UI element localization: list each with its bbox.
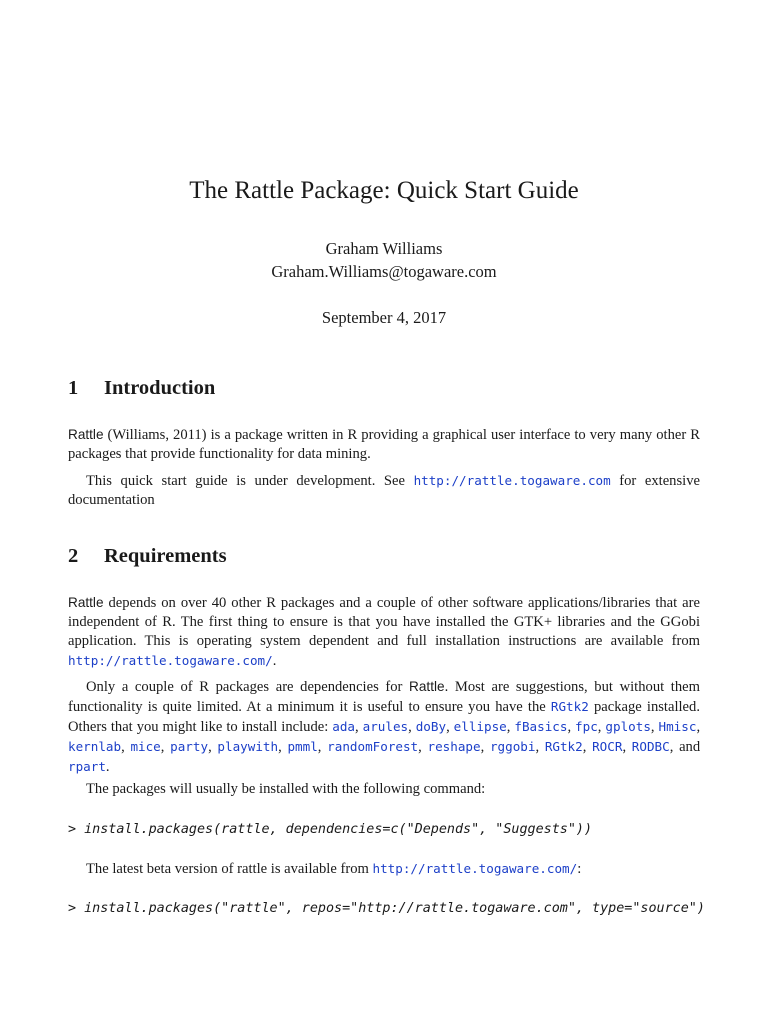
install-beta-command-code — [68, 899, 705, 918]
list-separator: , — [160, 739, 171, 755]
list-separator: , — [669, 739, 680, 755]
package-link-mice[interactable]: mice — [130, 739, 161, 754]
intro-paragraph-2 — [68, 471, 700, 510]
paragraph-text: depends on over 40 other R packages and a couple of other software applications/libraries that are independent of R. The first thing to ensure is that you have installed the GTK+ libraries and the GGobi application. This is operating system dependent and full installation instructions are available from — [68, 595, 700, 649]
list-separator: , — [622, 739, 632, 755]
package-link-kernlab[interactable]: kernlab — [68, 739, 122, 754]
list-separator: , — [650, 719, 659, 735]
paragraph-text: . — [105, 759, 110, 775]
list-separator: , — [567, 719, 576, 735]
section-2-heading — [68, 543, 227, 569]
package-link-gplots[interactable]: gplots — [605, 719, 651, 734]
r-prompt: > — [68, 822, 85, 837]
document-title: The Rattle Package: Quick Start Guide — [189, 177, 579, 204]
paragraph-text: : — [577, 861, 582, 877]
rattle-website-link[interactable]: http://rattle.togaware.com/ — [68, 653, 273, 668]
list-separator: , — [446, 719, 454, 735]
list-separator: , — [408, 719, 416, 735]
paragraph-text: . — [272, 653, 277, 669]
package-link-rggobi[interactable]: rggobi — [489, 739, 536, 754]
package-name: Rattle — [68, 427, 104, 442]
paragraph-text: for extensive documentation — [68, 473, 700, 508]
package-link-playwith[interactable]: playwith — [217, 739, 279, 754]
section-title: Introduction — [104, 377, 216, 399]
code-command: install.packages("rattle", repos="http://rattle.togaware.com", type="source") — [84, 901, 705, 916]
list-separator: , — [355, 719, 363, 735]
package-link-reshape[interactable]: reshape — [427, 739, 481, 754]
list-separator: , — [696, 719, 701, 735]
document-date: September 4, 2017 — [321, 308, 447, 327]
requirements-paragraph-4 — [68, 859, 700, 879]
package-link-pmml[interactable]: pmml — [287, 739, 318, 754]
rattle-website-link[interactable]: http://rattle.togaware.com/ — [372, 861, 578, 876]
package-link-doby[interactable]: doBy — [415, 719, 447, 734]
section-number: 2 — [68, 545, 79, 567]
package-link-rocr[interactable]: ROCR — [592, 739, 623, 754]
requirements-paragraph-3: The packages will usually be installed with the following command: — [86, 781, 486, 797]
requirements-paragraph-1 — [68, 593, 700, 671]
package-name: Rattle — [409, 679, 445, 694]
section-number: 1 — [68, 377, 79, 399]
rattle-website-link[interactable]: http://rattle.togaware.com — [413, 473, 611, 488]
package-link-ellipse[interactable]: ellipse — [453, 719, 507, 734]
list-separator: , — [418, 739, 428, 755]
package-link-fbasics[interactable]: fBasics — [514, 719, 568, 734]
list-separator: , — [506, 719, 515, 735]
paragraph-text: . Most are suggestions, but without them functionality is quite limited. At a minimum it is useful to ensure you have the — [68, 679, 700, 715]
paragraph-text: package installed. Others that you might like to install include: — [68, 699, 700, 735]
package-link-arules[interactable]: arules — [362, 719, 409, 734]
list-separator: , — [597, 719, 606, 735]
list-separator: , — [121, 739, 131, 755]
list-separator: , — [480, 739, 490, 755]
paragraph-text: (Williams, 2011) is a package written in R providing a graphical user interface to very many other R packages that provide functionality for data mining. — [68, 427, 700, 462]
paragraph-text: Only a couple of R packages are dependencies for — [86, 679, 410, 695]
and-word: and — [679, 739, 701, 755]
package-link-fpc[interactable]: fpc — [575, 719, 598, 734]
list-separator: , — [535, 739, 545, 755]
list-separator: , — [317, 739, 328, 755]
r-prompt: > — [68, 901, 85, 916]
package-link-rgtk2[interactable]: RGtk2 — [550, 699, 589, 714]
paragraph-text: This quick start guide is under development. See — [86, 473, 414, 489]
package-link-rodbc[interactable]: RODBC — [631, 739, 670, 754]
install-command-code — [68, 820, 592, 839]
package-link-hmisc[interactable]: Hmisc — [658, 719, 697, 734]
package-link-rgtk2[interactable]: RGtk2 — [544, 739, 583, 754]
section-1-heading — [68, 375, 215, 401]
intro-paragraph-1 — [68, 425, 700, 464]
list-separator: , — [582, 739, 593, 755]
section-title: Requirements — [104, 545, 227, 567]
list-separator: , — [278, 739, 288, 755]
author-name: Graham Williams — [325, 239, 443, 258]
package-link-randomforest[interactable]: randomForest — [327, 739, 419, 754]
requirements-paragraph-2 — [68, 677, 700, 777]
package-link-party[interactable]: party — [170, 739, 209, 754]
paragraph-text: The latest beta version of rattle is available from — [86, 861, 373, 877]
list-separator: , — [208, 739, 218, 755]
author-email: Graham.Williams@togaware.com — [271, 262, 497, 281]
package-link-rpart[interactable]: rpart — [68, 759, 106, 774]
code-command: install.packages(rattle, dependencies=c("Depends", "Suggests")) — [84, 822, 593, 837]
package-name: Rattle — [68, 595, 104, 610]
package-link-ada[interactable]: ada — [332, 719, 355, 734]
